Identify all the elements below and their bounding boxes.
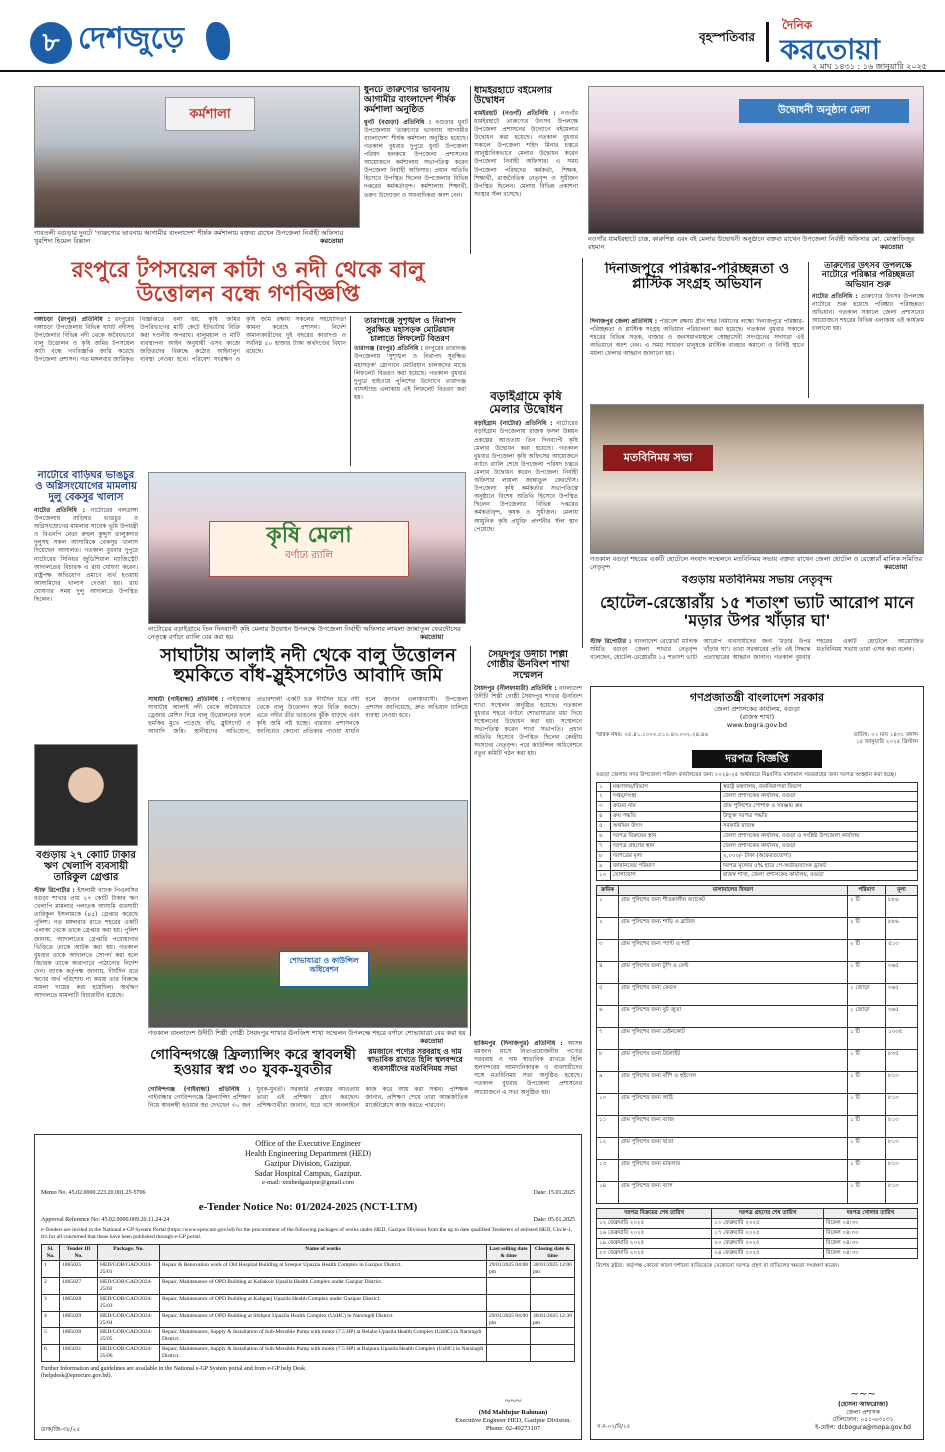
etender-signer: (Md Mahfujur Rahman)	[478, 1408, 548, 1416]
dhunot-headline: ধুনটে তারুণ্যের ভাবনায় আগামীর বাংলাদেশ শীর্ষক কর্মশালা অনুষ্ঠিত	[364, 86, 456, 115]
vat-body: বাংলাদেশ রেস্তোরাঁ মালিক সমিতি বগুড়া জেলা শাখার নেতৃবৃন্দ বলেছেন, হোটেল-রেস্তোরাঁয় ১৫ শতাংশ ভ্যাট আরোপ ব্যবসায়ীদের জন্য 'মড়ার উপর খাঁড়ার ঘা'। তারা সরকারের প্রতি এই সিদ্ধান্ত প্রত্যাহারের আহ্বান জানান। গতকাল বুধবার শহরের একটি হোটেলে আয়োজিত মতবিনিময় সভায় তারা এসব কথা বলেন।	[590, 638, 924, 662]
etender-email: e-mail: xenhedgazipur@gmail.com	[262, 1179, 354, 1186]
tender-col-header: দরপত্র বিক্রয়ের শেষ তারিখ	[597, 1209, 712, 1219]
workshop-banner: কর্মশালা	[165, 97, 255, 131]
taruner-byline: নাটোর প্রতিনিধি :	[812, 293, 858, 301]
etender-approval: Approval Reference No: 45.02.0000.009.20.11.24-24	[41, 1217, 170, 1224]
baraigram-byline: বড়াইগ্রাম (নাটোর) প্রতিনিধি :	[474, 420, 553, 428]
baraigram-article	[474, 390, 578, 640]
workshop-photo	[34, 86, 360, 228]
tender-intro: বগুড়া জেলার সদর উপজেলা পরিষদ কার্যালয়ের জন্য ২০২৪-২৫ অর্থবছরে নিম্নবর্ণিত মালামাল সরবরাহের জন্য দরপত্র আহ্বান করা হচ্ছে।	[596, 771, 897, 778]
vat-byline: স্টাফ রিপোর্টার :	[590, 638, 632, 645]
table-row: ৫ গ্রাম পুলিশের জন্য কেডস ১ জোড়া ৩৬৫	[597, 984, 918, 1006]
etender-approval-date: Date: 05.01.2025	[533, 1217, 575, 1224]
table-row: ১২ ফেব্রুয়ারি ২০২৫ ১৩ ফেব্রুয়ারি ২০২৫ বিকেল ০৪:৩০	[597, 1219, 918, 1229]
tarikul-byline: স্টাফ রিপোর্টার :	[34, 887, 75, 894]
rally-banner-sub: বর্ণাঢ্য র‍্যালি	[285, 549, 333, 561]
tender-col-header: দরপত্র খোলার তারিখ	[823, 1209, 917, 1219]
tender-date1: তারিখ: ০১ মাঘ ১৪৩১ বঙ্গাব্দ	[853, 732, 918, 739]
etender-signature	[455, 1396, 571, 1433]
etender-table	[41, 1244, 575, 1362]
portrait-photo	[34, 744, 138, 846]
page-number: ৮	[30, 22, 72, 64]
bookfair-caption: নওগাঁর ধামইরহাটে চাক্ক, কারুশিল্প এবং বই মেলার উদ্বোধনী অনুষ্ঠানে বক্তব্য রাখেন উপজেলা নির্বাহী অফিসার মো. মোস্তাফিজুর রহমান	[588, 235, 915, 251]
procession-photo	[148, 800, 468, 1028]
tender-date2: ১৫ জানুয়ারি ২০২৫ খ্রিস্টাব্দ	[855, 739, 918, 745]
rangpur-byline: গঙ্গাচড়া (রংপুর) প্রতিনিধি :	[34, 316, 111, 323]
table-row: ১২ গ্রাম পুলিশের জন্য ছাতা ১ টি ৮১৩	[597, 1138, 918, 1160]
masthead	[0, 0, 945, 72]
table-row: ৭ দরপত্র গ্রহণের স্থান জেলা প্রশাসকের কার্যালয়, বগুড়া	[597, 841, 918, 851]
table-row: ৯ গ্রাম পুলিশের জন্য বাঁশি ও হুইসেল ১ টি ৮১৩	[597, 1072, 918, 1094]
natore-body: নাটোরের নলডাঙ্গা উপজেলায় বাড়িঘর ভাঙচুর ও অগ্নিসংযোগের মামলায় সাবেক ভূমি উপমন্ত্রী ও বিএনপি নেতা রুহুল কুদ্দুস তালুকদার দুলুসহ সকল আসামিকে বেকসুর খালাস দিয়েছেন আদালত। গতকাল বুধবার দুপুরে নাটোরের সিনিয়র জুডিশিয়াল ম্যাজিস্ট্রেট আদালতের বিচারক এ রায় ঘোষণা করেন। রাষ্ট্রপক্ষ অভিযোগ প্রমাণে ব্যর্থ হওয়ায় আসামিদের খালাস দেওয়া হয়। রায় ঘোষণার সময় দুলু আদালতে উপস্থিত ছিলেন।	[34, 507, 138, 604]
tender-office: জেলা প্রশাসকের কার্যালয়, বগুড়া	[714, 704, 800, 713]
vat-body-block	[590, 638, 924, 678]
table-row: ৯ জামানতের পরিমাণ দরপত্র মূল্যের ৫% হারে পে-অর্ডার/ব্যাংক ড্রাফট	[597, 861, 918, 871]
table-row: ১০ যোগাযোগ রাজস্ব শাখা, জেলা প্রশাসকের কার্যালয়, বগুড়া	[597, 871, 918, 881]
tender-col-header: মালামালের বিবরণ	[619, 886, 848, 896]
etender-office: Office of the Executive Engineer	[255, 1139, 361, 1148]
saidpur-headline: সৈয়দপুর উদীচী শিল্পী গোষ্ঠীর ঊনবিংশ শাখা সম্মেলন	[486, 650, 570, 681]
table-row: 2 1065027 HED/GOB/GAD/2024-25/02 Repair, Maintenance of OPD Building at Kaliakoir Upazila Health Complex under Gazipur District.	[42, 1278, 575, 1295]
table-row: ৪ ক্রয় পদ্ধতি উন্মুক্ত দরপত্র পদ্ধতি	[597, 812, 918, 822]
dhunot-body: বগুড়ার ধুনট উপজেলায় 'তারুণ্যের ভাবনায় আগামীর বাংলাদেশ' শীর্ষক কর্মশালা অনুষ্ঠিত হয়েছে। গতকাল বুধবার দুপুরে ধুনট উপজেলা পরিষদ হলরুমে উপজেলা প্রশাসনের আয়োজনে কর্মশালায় সভাপতিত্ব করেন উপজেলা নির্বাহী অফিসার। প্রধান অতিথি হিসেবে উপস্থিত ছিলেন উপজেলার বিভিন্ন দপ্তরের কর্মকর্তাবৃন্দ। কর্মশালায় শিক্ষার্থী, তরুণ উদ্যোক্তা ও সাংবাদিকরা অংশ নেন।	[364, 118, 468, 199]
table-row: ২ দপ্তর/সংস্থা জেলা প্রশাসকের কার্যালয়, বগুড়া	[597, 792, 918, 802]
tender-signer: (হোসনা আফরোজা)	[837, 1401, 889, 1408]
rangpur-body-block	[34, 316, 346, 468]
saidpur-byline: সৈয়দপুর (নীলফামারী) প্রতিনিধি :	[474, 685, 557, 693]
tender-code: স.ন-০২/বি/২৫	[597, 1424, 631, 1431]
etender-title: e-Tender Notice No: 01/2024-2025 (NCT-LTM)	[198, 1200, 418, 1213]
dhamoirhat-byline: ধামইরহাট (নওগাঁ) প্রতিনিধি :	[474, 109, 556, 117]
procession-banner: শোভাযাত্রা ও কাউন্সিল অধিবেশন	[279, 951, 369, 987]
procession-caption: গতকাল বাংলাদেশ উদীচী শিল্পী গোষ্ঠী সৈয়দপুর শাখার ঊনবিংশ শাখা সম্মেলন উপলক্ষে শহরে বর্ণাঢ্য শোভাযাত্রা বের করা হয়	[148, 1029, 466, 1037]
tender-web: www.bogra.gov.bd	[726, 721, 788, 729]
table-row: ২৩ ফেব্রুয়ারি ২০২৫ ২৪ ফেব্রুয়ারি ২০২৫ বিকেল ০৪:৩০	[597, 1248, 918, 1258]
saghata-byline: সাঘাটা (গাইবান্ধা) প্রতিনিধি :	[148, 696, 224, 703]
section-title: দেশজুড়ে	[78, 21, 184, 56]
tarikul-body: ইসলামী ব্যাংক পিএলসির বগুড়া শাখার প্রায় ২৭ কোটি টাকার ঋণ খেলাপি মামলার পলাতক আসামি ব্যবসায়ী তারিকুল ইসলামকে (৪৫) গ্রেপ্তার করেছে পুলিশ। গত মঙ্গলবার রাতে শহরের একটি এলাকা থেকে তাকে গ্রেপ্তার করা হয়। পুলিশ জানায়, আদালতের গ্রেপ্তারি পরোয়ানার ভিত্তিতে তাকে আটক করা হয়। গতকাল বুধবার তাকে আদালতে সোপর্দ করা হলে বিচারক তাকে কারাগারে পাঠানোর নির্দেশ দেন। ব্যাংক কর্তৃপক্ষ জানায়, দীর্ঘদিন ধরে ঋণের অর্থ পরিশোধ না করায় তার বিরুদ্ধে মামলা দায়ের করা হয়েছিল। অর্থঋণ আদালতে মামলাটি বিচারাধীন রয়েছে।	[34, 887, 138, 1000]
dhamoirhat-body: নওগাঁর ধামইরহাটে তারুণ্যের উৎসব উপলক্ষে উপজেলা প্রশাসনের উদ্যোগে বইমেলার উদ্বোধন করা হয়েছে। গতকাল বুধবার সকালে উপজেলা শহিদ মিনার চত্বরে আনুষ্ঠানিকভাবে মেলার উদ্বোধন করেন উপজেলা নির্বাহী অফিসার। এ সময় উপজেলা পরিষদের কর্মকর্তা, শিক্ষক, শিক্ষার্থী, রাজনৈতিক নেতৃবৃন্দ ও সুধীজন উপস্থিত ছিলেন। মেলায় বিভিন্ন প্রকাশনা সংস্থার স্টল বসেছে।	[474, 109, 578, 198]
rangpur-headline: রংপুরে টপসয়েল কাটা ও নদী থেকে বালু উত্তোলন বন্ধে গণবিজ্ঞপ্তি	[71, 257, 425, 308]
table-row: ৭ গ্রাম পুলিশের জন্য রেইনকোট ১ টি ১০৩৫	[597, 1028, 918, 1050]
taruner-body: তারুণ্যের উৎসব উপলক্ষে নাটোরে শুরু হয়েছে পরিষ্কার পরিচ্ছন্নতা অভিযান। গতকাল সকালে জেলা প্রশাসনের আয়োজনে শহরের বিভিন্ন এলাকায় এই কার্যক্রম চালানো হয়।	[812, 293, 924, 333]
tender-col-header: মূল্য	[886, 886, 918, 896]
tender-signer-phone: টেলিফোন: ০৫১-৬৩১৩১	[832, 1416, 894, 1423]
taruner-headline: তারুণ্যের উৎসব উপলক্ষে নাটোরে পরিষ্কার পরিচ্ছন্নতা অভিযান শুরু	[821, 262, 915, 290]
table-row: ১১ গ্রাম পুলিশের জন্য ব্যাজ ১ টি ৮১৩	[597, 1116, 918, 1138]
etender-footer: Further Information and guidelines are available in the National e-GP System portal and from e-GP help Desk (helpdesk@eprocure.gov.bd).	[41, 1365, 306, 1380]
dhunot-byline: ধুনট (বগুড়া) প্রতিনিধি :	[364, 118, 432, 126]
tender-branch: (রাজস্ব শাখা)	[739, 712, 775, 721]
etender-col-header: Tender ID No.	[60, 1244, 98, 1261]
table-row: 1 1065025 HED/GOB/GAD/2024-25/01 Repair & Renovation work of Old Hospital Building at Sreepur Upazila Health Complex in Gazipur District. 29/01/2025 04:00 pm 30/01/2025 12:00 pm	[42, 1261, 575, 1278]
etender-division: Gazipur Division, Gazipur.	[264, 1159, 352, 1168]
etender-campus: Sadar Hospital Campus, Gazipur.	[254, 1169, 362, 1178]
vat-kicker: বগুড়ায় মতবিনিময় সভায় নেতৃবৃন্দ	[681, 574, 833, 586]
table-row: ১৪ গ্রাম পুলিশের জন্য ব্যাগ ১ টি ৮১৩	[597, 1182, 918, 1204]
dinajpur-body: পরিবেশ রক্ষায় গ্রীন শহর নির্মাণের লক্ষ্যে দিনাজপুরে পরিষ্কার-পরিচ্ছন্নতা ও প্লাস্টিক সংগ্রহ অভিযান পরিচালনা করা হয়েছে। গতকাল বুধবার সকালে শহরের বিভিন্ন সড়ক, বাজার ও জনসমাগমস্থলে স্বেচ্ছাসেবী সংগঠনের সদস্যরা এই অভিযানে অংশ নেন। এ সময় সাধারণ মানুষকে প্লাস্টিক ব্যবহার কমানো ও নির্দিষ্ট স্থানে ময়লা ফেলার আহ্বান জানানো হয়।	[590, 318, 804, 358]
natore-byline: নাটোর প্রতিনিধি :	[34, 507, 86, 514]
table-row: ২ গ্রাম পুলিশের জন্য শাড়ি ও ব্লাউজ ২ টি ৮৮৬	[597, 918, 918, 940]
bookfair-banner: উদ্বোধনী অনুষ্ঠান মেলা	[739, 99, 909, 123]
taraganj-headline: তারাগঞ্জে সুশৃঙ্খল ও নিরাপদ সুরক্ষিত মহাসড়ক মোটরযান চালাতে লিফলেট বিতরণ	[364, 316, 456, 343]
etender-col-header: Package. No.	[98, 1244, 160, 1261]
ramzan-headline: রমজানে পণ্যের সরবরাহ ও দাম স্বাভাবিক রাখতে হিলি স্থলবন্দরে ব্যবসায়ীদের মতবিনিময় সভা	[367, 1048, 463, 1073]
table-row: 3 1065028 HED/GOB/GAD/2024-25/03 Repair, Maintenance of OPD Building at Kaliganj Upazila Health Complex under Gazipur District.	[42, 1294, 575, 1311]
tender-schedule-table	[596, 1208, 918, 1258]
photo-credit: করতোয়া	[420, 1037, 444, 1045]
tender-memo: স্মারক নম্বর: ০৫.৪১.১০০০.০১০.৪৩.০৩২.২৪.৪৬	[596, 732, 709, 739]
etender-memo: Memo No. 45.02.0000.223.20.001.25-5706	[41, 1190, 146, 1197]
gobindaganj-byline: গোবিন্দগঞ্জ (গাইবান্ধা) প্রতিনিধি :	[148, 1086, 251, 1093]
day-label: বৃহস্পতিবার	[699, 30, 755, 44]
dhamoirhat-headline: ধামইরহাটে বইমেলার উদ্বোধন	[474, 86, 552, 107]
column-rule	[350, 316, 351, 466]
table-row: ৬ দরপত্র বিক্রয়ের স্থান জেলা প্রশাসকের কার্যালয়, বগুড়া ও সংশ্লিষ্ট উপজেলা কার্যালয়	[597, 831, 918, 841]
tender-signature	[815, 1389, 911, 1432]
taruner-article	[812, 262, 924, 398]
table-row: 4 1065029 HED/GOB/GAD/2024-25/04 Repair, Maintenance of OPD Building at Shibpur Upazila Health Complex (UzHC) in Narsingdi District. 29/01/2025 04:00 pm 30/01/2025 12:30 pm	[42, 1311, 575, 1328]
rally-caption: নাটোরের বড়াইগ্রামে তিন দিনব্যাপী কৃষি মেলার উদ্বোধন উপলক্ষে উপজেলা নির্বাহী অফিসার লায়লা জান্নাতুল ফেরদৌসের নেতৃত্বে বর্ণাঢ্য র‍্যালি বের করা হয়	[148, 625, 461, 641]
taraganj-byline: তারাগঞ্জ (রংপুর) প্রতিনিধি :	[354, 345, 423, 353]
table-row: ১ গ্রাম পুলিশের জন্য শীতকালীন জ্যাকেট ২ টি ৮৮৬	[597, 896, 918, 918]
etender-col-header: Last selling date & time	[487, 1244, 531, 1261]
saghata-headline: সাঘাটায় আলাই নদী থেকে বালু উত্তোলন হুমকিতে বাঁধ-স্লুইসগেটও আবাদি জমি	[160, 645, 456, 686]
paper-prefix: দৈনিক	[782, 18, 813, 32]
dinajpur-body-block	[590, 318, 804, 400]
saidpur-body: বাংলাদেশ উদীচী শিল্পী গোষ্ঠী সৈয়দপুর শাখার ঊনবিংশ শাখা সম্মেলন অনুষ্ঠিত হয়েছে। গতকাল বুধবার শহরে বর্ণাঢ্য শোভাযাত্রার মধ্য দিয়ে সম্মেলনের উদ্বোধন করা হয়। সম্মেলনে সভাপতিত্ব করেন শাখা সভাপতি। প্রধান অতিথি হিসেবে উপস্থিত ছিলেন কেন্দ্রীয় সংসদের নেতৃবৃন্দ। পরে কাউন্সিল অধিবেশনে নতুন কমিটি গঠন করা হয়।	[474, 685, 582, 758]
taraganj-body: রংপুরের তারাগঞ্জ উপজেলায় 'সুশৃঙ্খল ও নিরাপদ সুরক্ষিত মহাসড়ক' স্লোগানে মোটরযান চালকদের মাঝে লিফলেট বিতরণ করা হয়েছে। গতকাল বুধবার দুপুরে হাইওয়ে পুলিশের উদ্যোগে তারাগঞ্জ বাসস্ট্যান্ড এলাকায় এই লিফলেট বিতরণ করা হয়।	[354, 345, 466, 401]
meeting-caption: গতকাল বগুড়া শহরের একটি হোটেলে সংবাদ সম্মেলনে মতবিনিময় সভায় বক্তব্য রাখেন জেলা হোটেল ও রেস্তোরাঁ মালিক সমিতির নেতৃবৃন্দ	[590, 555, 923, 571]
ramzan-body-block	[474, 1040, 582, 1130]
tender-note: বিশেষ দ্রষ্টব্য: কর্তৃপক্ষ কোনো কারণ দর্শানো ব্যতিরেকে যেকোনো দরপত্র গ্রহণ বা বাতিলের ক্ষমতা সংরক্ষণ করেন।	[596, 1262, 840, 1269]
tender-notice	[590, 686, 924, 1440]
gobindaganj-headline: গোবিন্দগঞ্জে ফ্রিল্যান্সিং করে স্বাবলম্বী হওয়ার স্বপ্ন ৩০ যুবক-যুবতীর	[150, 1047, 356, 1079]
table-row: 5 1065030 HED/GOB/GAD/2024-25/05 Repair, Maintenance, Supply & Installation of Sub-Mersible Pump with motor (7.5 HP) at Belabo Upazila Health Complex (UzHC) in Narsingdi District.	[42, 1328, 575, 1345]
signature-mark: ~~~	[504, 1396, 522, 1408]
dinajpur-headline-box	[590, 262, 804, 314]
meeting-banner: মতবিনিময় সভা	[603, 445, 713, 471]
saghata-body-block	[148, 696, 468, 796]
vat-headline: হোটেল-রেস্তোরাঁয় ১৫ শতাংশ ভ্যাট আরোপ মানে 'মড়ার উপর খাঁড়ার ঘা'	[600, 593, 914, 630]
taraganj-article	[354, 316, 466, 466]
table-row: ১০ গ্রাম পুলিশের জন্য লাঠি ১ টি ৮১৩	[597, 1094, 918, 1116]
tarikul-headline: বগুড়ায় ২৭ কোটি টাকার ঋণ খেলাপি ব্যবসায়ী তারিকুল গ্রেপ্তার	[36, 850, 136, 883]
table-row: ৩ গ্রাম পুলিশের জন্য প্যান্ট ও শার্ট ২ টি ৫১৩	[597, 940, 918, 962]
bookfair-photo	[588, 86, 924, 234]
tender-col-header: দরপত্র গ্রহণের শেষ তারিখ	[712, 1209, 824, 1219]
baraigram-body: নাটোরের বড়াইগ্রাম উপজেলায় রাজস্ব ফসল উন্নয়ন প্রকল্পের আওতায় তিন দিনব্যাপী কৃষি মেলার উদ্বোধন করা হয়েছে। গতকাল বুধবার উপজেলা কৃষি অফিসের আয়োজনে বর্ণাঢ্য র‍্যালি শেষে উপজেলা পরিষদ চত্বরে মেলার উদ্বোধন করেন উপজেলা নির্বাহী অফিসার লায়লা জান্নাতুল ফেরদৌস। উপজেলা কৃষি কর্মকর্তার সভাপতিত্বে অনুষ্ঠানে বিশেষ অতিথি হিসেবে উপস্থিত ছিলেন উপজেলার বিভিন্ন দপ্তরের কর্মকর্তাবৃন্দ, কৃষক ও সুধীজন। মেলায় আধুনিক কৃষি প্রযুক্তি প্রদর্শনীর স্টল স্থান পেয়েছে।	[474, 420, 578, 533]
table-row: ৪ গ্রাম পুলিশের জন্য টুপি ও বেল্ট ১ টি ৩৬৫	[597, 962, 918, 984]
tarikul-article	[34, 850, 138, 1110]
workshop-caption: গাবতলী বগুড়ার দুনটে 'তারুণ্যের ভাবনায় আগামীর বাংলাদেশ' শীর্ষক কর্মশালায় বক্তব্য রাখেন উপজেলা নির্বাহী অফিসার খুরশিদা হিমেল বিল্লাল	[34, 229, 344, 245]
photo-credit: করতোয়া	[420, 633, 444, 641]
etender-col-header: Sl. No.	[42, 1244, 60, 1261]
divider	[766, 22, 769, 62]
tender-col-header: পরিমাণ	[848, 886, 886, 896]
saghata-body: গাইবান্ধার সাঘাটায় আলাই নদী থেকে অবৈধভাবে ড্রেজার মেশিন দিয়ে বালু উত্তোলনের ফলে হুমকির মুখে পড়েছে বাঁধ, স্লুইসগেট ও আবাদি জমি। স্থানীয়দের অভিযোগ, প্রভাবশালী একটি চক্র দীর্ঘদিন ধরে নদী থেকে বালু উত্তোলন করে বিক্রি করছে। এতে নদীর তীর ভাঙনের ঝুঁকি বাড়ছে এবং কৃষি জমি নষ্ট হচ্ছে। বারবার প্রশাসনকে জানিয়েও কোনো প্রতিকার পাওয়া যায়নি বলে জানান এলাকাবাসী। উপজেলা প্রশাসন জানিয়েছে, দ্রুত অভিযান চালিয়ে ব্যবস্থা নেওয়া হবে।	[148, 696, 468, 736]
gobindaganj-body-block	[148, 1086, 468, 1128]
tender-col-header: ক্রমিক	[597, 886, 619, 896]
column-rule	[582, 258, 583, 648]
etender-dept: Health Engineering Department (HED)	[245, 1149, 371, 1158]
rally-photo	[148, 472, 466, 624]
dhamoirhat-article	[474, 86, 578, 386]
ramzan-article	[362, 1048, 468, 1088]
table-row: ১৩ গ্রাম পুলিশের জন্য মাফলার ১ টি ৮১৩	[597, 1160, 918, 1182]
photo-credit: করতোয়া	[880, 243, 904, 251]
etender-notice	[34, 1134, 582, 1440]
baraigram-headline: বড়াইগ্রামে কৃষি মেলার উদ্বোধন	[489, 390, 563, 417]
rangpur-body: রংপুরের গঙ্গাচড়া উপজেলায় বিভিন্ন ঘাঘট নদীসহ উপজেলার বিভিন্ন নদী থেকে অবৈধভাবে বালু উত্তোলন ও কৃষি জমির টপসয়েল কাটা বন্ধে গণবিজ্ঞপ্তি জারি করেছে উপজেলা প্রশাসন। গত মঙ্গলবার জারিকৃত বিজ্ঞপ্তিতে বলা হয়, কৃষি জমির উপরিভাগের মাটি কেটে ইটভাটায় বিক্রি করা দণ্ডনীয় অপরাধ। বালুমহাল ও মাটি ব্যবস্থাপনা আইন অনুযায়ী এসব কাজে জড়িতদের বিরুদ্ধে কঠোর আইনানুগ ব্যবস্থা নেওয়া হবে। পরিবেশ সংরক্ষণ ও কৃষি জমি রক্ষায় সকলের সহযোগিতা কামনা করেছে প্রশাসন। নির্দেশ অমান্যকারীদের দুই বছরের কারাদণ্ড ও সর্বনিম্ন ৫০ হাজার টাকা অর্থদণ্ডের বিধান রয়েছে।	[34, 316, 346, 364]
etender-signer-title: Executive Engineer HED, Gazipur Division.	[455, 1416, 571, 1424]
table-row: ৩ ক্রয়ের নাম গ্রাম পুলিশের পোশাক ও সরঞ্জাম ক্রয়	[597, 802, 918, 812]
etender-code: ডাক/জি-৩৮/২৫	[41, 1425, 81, 1433]
tender-info-table	[596, 782, 918, 882]
etender-col-header: Closing date & time	[531, 1244, 575, 1261]
table-row: ৬ গ্রাম পুলিশের জন্য বুট জুতা ১ জোড়া ৩৬৫	[597, 1006, 918, 1028]
ramzan-byline: হাকিমপুর (দিনাজপুর) প্রতিনিধি :	[474, 1040, 563, 1047]
etender-col-header: Name of works	[160, 1244, 487, 1261]
rally-banner	[209, 521, 409, 577]
bangladesh-map-icon	[206, 22, 230, 60]
table-row: ৫ অর্থায়ন উৎস সরকারি রাজস্ব	[597, 822, 918, 832]
column-rule	[808, 262, 809, 398]
etender-intro: e-Tenders are invited in the National e-GP System Portal (https://www.eprocure.gov.bd) for the procurement of the following packages of works under HED, Gazipur Division from the up to date qualified Tenderers of enlisted HED, Circle-1. It's for all concerned that these have been published through e-GP portal.	[41, 1226, 573, 1240]
natore-headline: নাটোরে বাড়িঘর ভাঙচুর ও অগ্নিসংযোগের মামলায় দুলু বেকসুর খালাস	[35, 470, 137, 503]
photo-credit: করতোয়া	[884, 563, 908, 571]
table-row: ১ মন্ত্রণালয়/বিভাগ স্বরাষ্ট্র মন্ত্রণালয়, জননিরাপত্তা বিভাগ	[597, 782, 918, 792]
natore-article	[34, 470, 138, 738]
date-line: ২ মাঘ ১৪৩১ : ১৬ জানুয়ারি ২০২৫	[812, 62, 927, 71]
tender-signer-title: জেলা প্রশাসক	[846, 1408, 880, 1416]
column-rule	[470, 646, 471, 1036]
table-row: ৮ গ্রাম পুলিশের জন্য টর্চলাইট ১ টি ৮৩৫	[597, 1050, 918, 1072]
tender-signer-mail: ই-মেইল: dcbogura@mopa.gov.bd	[815, 1423, 911, 1431]
tender-items-table	[596, 885, 918, 1204]
divider	[34, 312, 462, 313]
saidpur-article	[474, 650, 582, 1034]
tender-gov: গণপ্রজাতন্ত্রী বাংলাদেশ সরকার	[689, 691, 825, 704]
table-row: ১৯ ফেব্রুয়ারি ২০২৫ ২০ ফেব্রুয়ারি ২০২৫ বিকেল ০৪:৩০	[597, 1238, 918, 1248]
rally-banner-title: কৃষি মেলা	[266, 523, 352, 548]
etender-memo-date: Date: 15.01.2025	[533, 1190, 575, 1197]
table-row: 6 1065031 HED/GOB/GAD/2024-25/06 Repair, Maintenance, Supply & Installation of Sub-Mersible Pump with motor (7.5 HP) at Raipura Upazila Health Complex (UzHC) in Narsingdi District.	[42, 1345, 575, 1362]
dinajpur-byline: দিনাজপুর জেলা প্রতিনিধি :	[590, 318, 658, 325]
table-row: ৮ দরপত্রের মূল্য ২,০০০/- টাকা (অফেরতযোগ্য)	[597, 851, 918, 861]
dinajpur-headline: দিনাজপুরে পরিষ্কার-পরিচ্ছন্নতা ও প্লাস্টিক সংগ্রহ অভিযান	[604, 262, 790, 293]
etender-phone: Phone: 02-49273107	[485, 1424, 541, 1432]
gobindaganj-body: গাইবান্ধার গোবিন্দগঞ্জে ফ্রিল্যান্সিং প্রশিক্ষণ নিয়ে স্বাবলম্বী হওয়ার স্বপ্ন দেখছেন ৩০ জন যুবক-যুবতী। সরকারি প্রকল্পের আওতায় তারা এই প্রশিক্ষণ গ্রহণ করছেন। প্রশিক্ষণার্থীরা জানান, ঘরে বসে অনলাইনে কাজ করে আয় করা সম্ভব। প্রশিক্ষক জানান, প্রশিক্ষণ শেষে তারা আন্তর্জাতিক মার্কেটপ্লেসে কাজ করতে পারবেন।	[148, 1086, 468, 1110]
meeting-photo	[590, 404, 924, 554]
table-row: ১৬ ফেব্রুয়ারি ২০২৫ ১৭ ফেব্রুয়ারি ২০২৫ বিকেল ০৪:৩০	[597, 1228, 918, 1238]
photo-credit: করতোয়া	[320, 237, 344, 245]
dhunot-article	[364, 86, 468, 254]
paper-logo: করতোয়া	[780, 33, 880, 66]
ramzan-body: আসন্ন রমজান মাসে নিত্যপ্রয়োজনীয় পণ্যের সরবরাহ ও দাম স্বাভাবিক রাখতে হিলি স্থলবন্দরের আমদানিকারক ও ব্যবসায়ীদের সঙ্গে মতবিনিময় সভা অনুষ্ঠিত হয়েছে। গতকাল বুধবার উপজেলা প্রশাসনের আয়োজনে এ সভা অনুষ্ঠিত হয়।	[474, 1040, 582, 1096]
column-rule	[470, 86, 471, 254]
signature-mark: ~~~	[850, 1388, 876, 1400]
tender-title: দরপত্র বিজ্ঞপ্তি	[692, 750, 822, 768]
